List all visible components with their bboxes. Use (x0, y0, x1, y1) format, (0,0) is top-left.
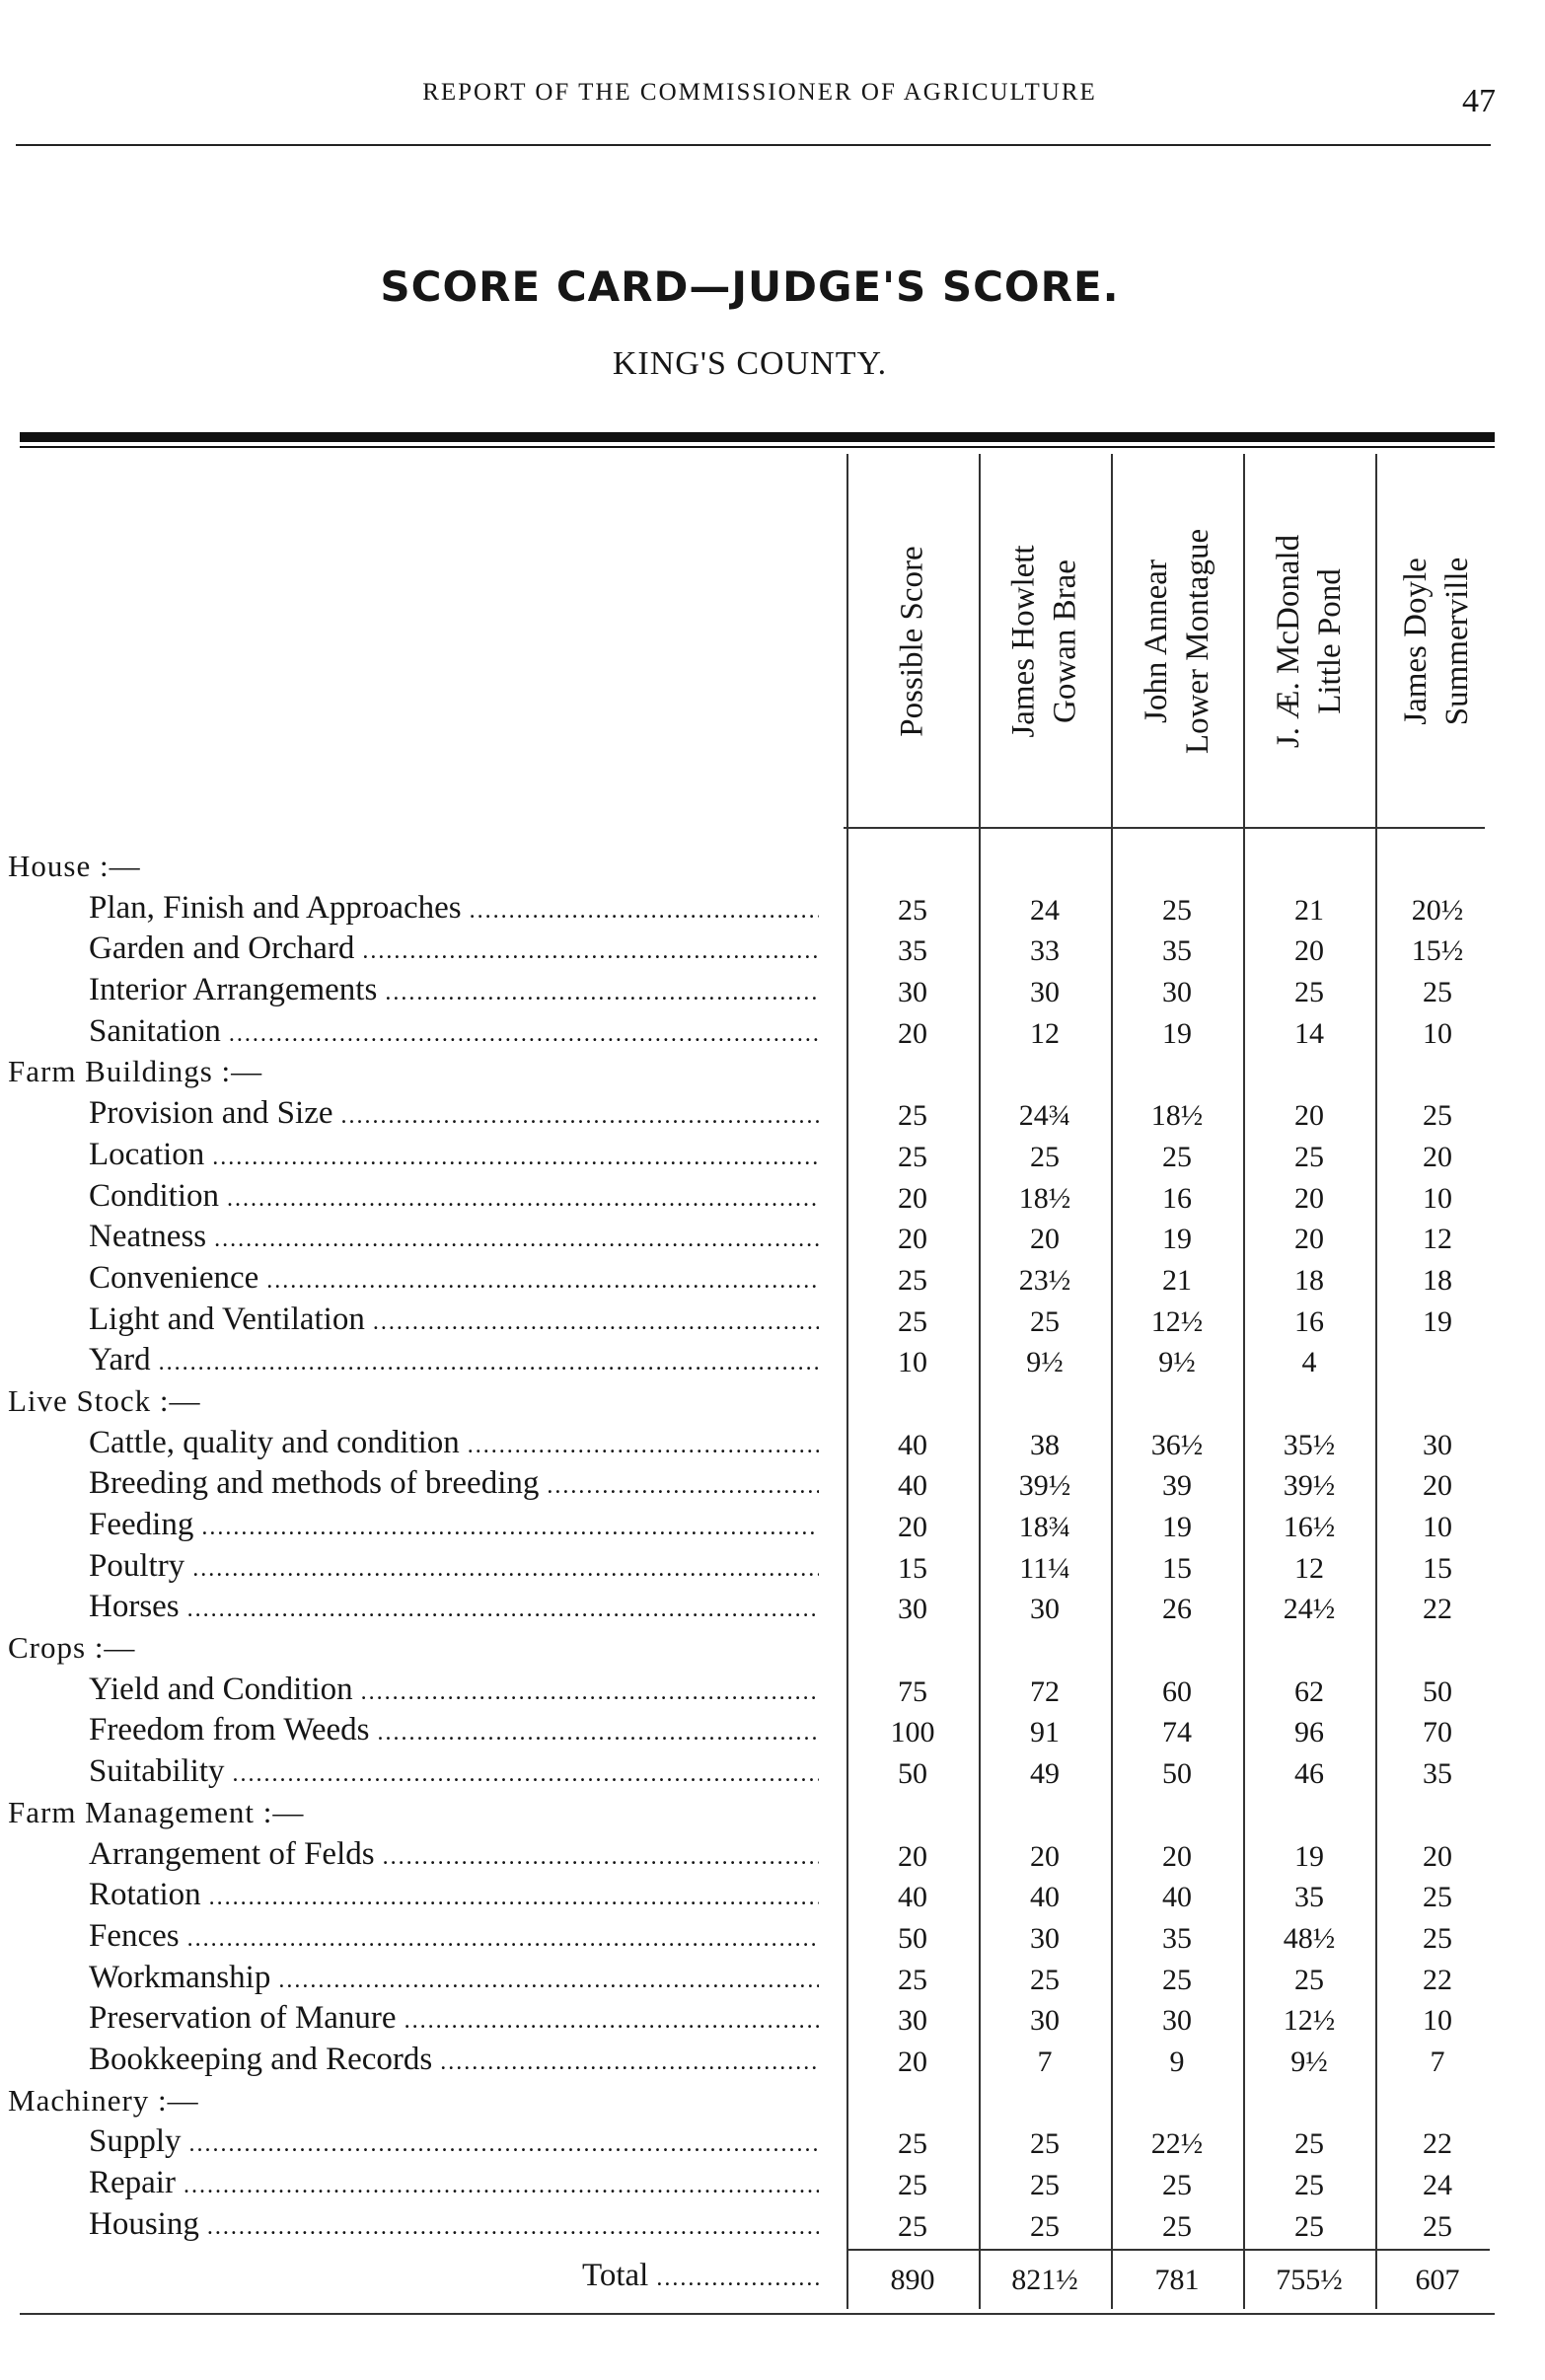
table-row (0, 1958, 1545, 1999)
table-row (0, 2121, 1545, 2163)
row-label: Provision and Size ..... (89, 1095, 819, 1132)
score-cell: 21 (1294, 893, 1324, 927)
table-row (0, 1258, 1545, 1300)
score-cell: 40 (898, 1881, 927, 1914)
score-cell: 15½ (1411, 934, 1464, 968)
score-cell: 30 (898, 976, 927, 1009)
section-label: House :— (8, 849, 141, 883)
score-cell: 25 (1294, 2169, 1324, 2201)
score-cell: 25 (1294, 2209, 1324, 2243)
score-table-body (0, 847, 1545, 2245)
score-cell: 25 (1030, 2127, 1060, 2161)
score-cell: 24¾ (1018, 1099, 1071, 1133)
score-cell: 25 (898, 1140, 927, 1173)
score-cell: 24 (1423, 2169, 1452, 2201)
row-label: Interior Arrangements ..... (89, 972, 819, 1008)
score-cell: 10 (1423, 1511, 1452, 1543)
score-cell: 25 (1294, 1140, 1324, 1173)
column-header-john-annear (1113, 464, 1241, 819)
column-header-possible-score (848, 464, 977, 819)
score-cell: 16 (1294, 1304, 1324, 1338)
row-label: Plan, Finish and Approaches ..... (89, 890, 819, 927)
score-cell: 25 (898, 1304, 927, 1338)
table-row (0, 2204, 1545, 2246)
row-label: Poultry ..... (89, 1548, 819, 1585)
header-rule (16, 144, 1491, 146)
score-cell: 96 (1294, 1716, 1324, 1749)
score-cell: 25 (1294, 2127, 1324, 2161)
score-cell: 20 (898, 1016, 927, 1050)
score-cell: 25 (1030, 2169, 1060, 2201)
score-cell: 20 (898, 1839, 927, 1873)
score-cell: 14 (1294, 1016, 1324, 1050)
total-cell: 755½ (1276, 2264, 1343, 2296)
score-cell: 25 (1423, 1921, 1452, 1955)
score-cell: 19 (1162, 1511, 1192, 1543)
row-label: Feeding ..... (89, 1507, 819, 1543)
row-label: Light and Ventilation ..... (89, 1302, 819, 1338)
row-label: Fences ..... (89, 1918, 819, 1955)
score-cell: 48½ (1283, 1921, 1336, 1955)
table-row (0, 1423, 1545, 1464)
score-cell: 21 (1162, 1263, 1192, 1297)
row-label: Suitability ..... (89, 1753, 819, 1790)
column-header-line: James Doyle (1398, 558, 1435, 725)
score-cell: 35½ (1283, 1428, 1336, 1461)
score-cell: 20 (1294, 1099, 1324, 1133)
score-cell: 40 (1162, 1881, 1192, 1914)
section-label: Crops :— (8, 1630, 136, 1666)
score-cell: 40 (898, 1428, 927, 1461)
table-row (0, 1217, 1545, 1258)
table-row (0, 1587, 1545, 1628)
score-cell: 25 (898, 1263, 927, 1297)
table-row (0, 1998, 1545, 2040)
table-row (0, 1710, 1545, 1751)
score-cell: 25 (898, 2127, 927, 2161)
table-row (0, 888, 1545, 930)
score-cell: 25 (898, 2209, 927, 2243)
section-row (0, 1628, 1545, 1670)
score-cell: 16 (1162, 1181, 1192, 1215)
table-row (0, 1670, 1545, 1711)
table-row (0, 1340, 1545, 1381)
score-cell: 25 (1423, 2209, 1452, 2243)
score-cell: 25 (1162, 1140, 1192, 1173)
column-header-bottom-rule (844, 827, 1485, 829)
score-cell: 20 (1423, 1140, 1452, 1173)
score-cell: 16½ (1283, 1511, 1336, 1543)
column-header-line: Possible Score (895, 546, 931, 737)
row-label: Yard ..... (89, 1342, 819, 1378)
score-cell: 50 (898, 1757, 927, 1791)
score-cell: 10 (898, 1346, 927, 1379)
column-header-mcdonald (1245, 464, 1373, 819)
score-cell: 25 (1423, 1881, 1452, 1914)
score-cell: 25 (1162, 2209, 1192, 2243)
score-cell: 20 (898, 1223, 927, 1256)
total-cell: 890 (890, 2264, 935, 2296)
row-label: Freedom from Weeds ..... (89, 1712, 819, 1748)
score-cell: 12½ (1150, 1304, 1204, 1338)
column-header-line: Lower Montague (1180, 528, 1215, 755)
score-cell: 20 (1294, 1181, 1324, 1215)
row-label: Location ..... (89, 1137, 819, 1173)
score-cell: 18 (1294, 1263, 1324, 1297)
score-cell: 50 (1162, 1757, 1192, 1791)
column-header-line: Gowan Brae (1048, 559, 1083, 723)
score-cell: 20 (898, 1511, 927, 1543)
score-cell: 24 (1030, 893, 1060, 927)
score-cell: 20 (1423, 1839, 1452, 1873)
section-row (0, 1381, 1545, 1423)
total-row (0, 2258, 1545, 2305)
score-cell: 20 (1294, 1223, 1324, 1256)
score-cell: 25 (1294, 1963, 1324, 1996)
score-cell: 30 (1030, 2004, 1060, 2038)
score-cell: 12 (1030, 1016, 1060, 1050)
score-cell: 49 (1030, 1757, 1060, 1791)
score-cell: 100 (890, 1716, 935, 1749)
score-cell: 39 (1162, 1469, 1192, 1503)
score-cell: 18½ (1150, 1099, 1204, 1133)
table-row (0, 1300, 1545, 1341)
table-row (0, 1546, 1545, 1588)
score-cell: 10 (1423, 2004, 1452, 2038)
score-cell: 25 (1030, 1963, 1060, 1996)
column-header-line: Little Pond (1312, 568, 1349, 714)
score-cell: 25 (898, 2169, 927, 2201)
score-cell: 30 (898, 2004, 927, 2038)
score-cell: 40 (898, 1469, 927, 1503)
score-cell: 20 (898, 1181, 927, 1215)
score-cell: 25 (1423, 1099, 1452, 1133)
score-cell: 26 (1162, 1593, 1192, 1626)
score-cell: 20 (1162, 1839, 1192, 1873)
score-cell: 36½ (1150, 1428, 1204, 1461)
score-cell: 20 (1423, 1469, 1452, 1503)
column-header-james-doyle (1377, 464, 1496, 819)
score-cell: 50 (1423, 1674, 1452, 1708)
score-cell: 46 (1294, 1757, 1324, 1791)
column-header-line: J. Æ. McDonald (1271, 534, 1307, 749)
column-header-line: James Howlett (1006, 545, 1042, 738)
row-label: Garden and Orchard ..... (89, 930, 819, 967)
table-row (0, 1463, 1545, 1505)
score-cell: 75 (898, 1674, 927, 1708)
section-label: Machinery :— (8, 2082, 199, 2118)
score-cell: 19 (1162, 1016, 1192, 1050)
row-label: Repair ..... (89, 2165, 819, 2201)
section-label: Farm Management :— (8, 1794, 305, 1829)
score-cell: 12 (1294, 1551, 1324, 1585)
score-cell: 20½ (1411, 893, 1464, 927)
score-cell: 30 (1162, 976, 1192, 1009)
score-cell: 30 (1030, 976, 1060, 1009)
score-cell: 39½ (1018, 1469, 1071, 1503)
score-cell: 25 (898, 1099, 927, 1133)
score-cell: 30 (1030, 1593, 1060, 1626)
score-cell: 25 (898, 1963, 927, 1996)
page-title: SCORE CARD—JUDGE'S SCORE. (380, 262, 1120, 311)
score-cell: 70 (1423, 1716, 1452, 1749)
score-cell: 60 (1162, 1674, 1192, 1708)
section-row (0, 1052, 1545, 1093)
page-number: 47 (1462, 83, 1496, 119)
row-label: Horses ..... (89, 1589, 819, 1625)
score-cell: 35 (1162, 934, 1192, 968)
row-label: Supply ..... (89, 2123, 819, 2160)
table-row (0, 970, 1545, 1011)
score-cell: 9½ (1158, 1346, 1196, 1379)
score-cell: 4 (1301, 1346, 1317, 1379)
score-cell: 30 (898, 1593, 927, 1626)
score-cell: 25 (898, 893, 927, 927)
score-cell: 72 (1030, 1674, 1060, 1708)
score-cell: 62 (1294, 1674, 1324, 1708)
score-cell: 25 (1030, 2209, 1060, 2243)
score-cell: 35 (1423, 1757, 1452, 1791)
score-cell: 35 (898, 934, 927, 968)
score-cell: 25 (1162, 1963, 1192, 1996)
score-cell: 25 (1162, 893, 1192, 927)
table-row (0, 1135, 1545, 1176)
table-row (0, 1916, 1545, 1958)
score-cell: 74 (1162, 1716, 1192, 1749)
table-row (0, 1011, 1545, 1053)
row-label: Bookkeeping and Records ..... (89, 2042, 819, 2078)
table-row (0, 1834, 1545, 1876)
score-cell: 91 (1030, 1716, 1060, 1749)
column-header-line: John Annear (1139, 559, 1174, 723)
total-cell: 781 (1154, 2264, 1200, 2296)
section-label: Live Stock :— (8, 1382, 201, 1418)
score-cell: 30 (1423, 1428, 1452, 1461)
table-bottom-rule (20, 2313, 1495, 2315)
score-cell: 50 (898, 1921, 927, 1955)
score-cell: 33 (1030, 934, 1060, 968)
score-cell: 7 (1037, 2045, 1053, 2078)
score-cell: 19 (1162, 1223, 1192, 1256)
column-header-line: Summerville (1439, 557, 1476, 726)
score-cell: 25 (1294, 976, 1324, 1009)
score-cell: 24½ (1283, 1593, 1336, 1626)
running-head: REPORT OF THE COMMISSIONER OF AGRICULTURE (422, 79, 1097, 106)
score-cell: 38 (1030, 1428, 1060, 1461)
score-cell: 9 (1169, 2045, 1185, 2078)
row-label: Neatness ..... (89, 1219, 819, 1255)
score-cell: 12½ (1283, 2004, 1336, 2038)
row-label: Convenience ..... (89, 1260, 819, 1297)
score-cell: 9½ (1026, 1346, 1064, 1379)
section-row (0, 1793, 1545, 1834)
table-row (0, 929, 1545, 970)
score-cell: 10 (1423, 1016, 1452, 1050)
score-cell: 18½ (1018, 1181, 1071, 1215)
total-cell: 821½ (1011, 2264, 1078, 2296)
score-cell: 25 (1423, 976, 1452, 1009)
table-row (0, 1505, 1545, 1546)
row-label: Preservation of Manure ..... (89, 2000, 819, 2037)
page-subtitle: KING'S COUNTY. (612, 345, 888, 382)
score-cell: 40 (1030, 1881, 1060, 1914)
table-top-thick-rule (20, 432, 1495, 442)
total-cell: 607 (1415, 2264, 1460, 2296)
table-row (0, 2163, 1545, 2204)
total-rule (848, 2249, 1490, 2251)
score-cell: 22½ (1150, 2127, 1204, 2161)
score-cell: 30 (1030, 1921, 1060, 1955)
row-label: Cattle, quality and condition ..... (89, 1425, 819, 1461)
table-top-thin-rule (20, 446, 1495, 448)
score-cell: 22 (1423, 1963, 1452, 1996)
score-cell: 39½ (1283, 1469, 1336, 1503)
score-cell: 18¾ (1018, 1511, 1071, 1543)
score-cell: 7 (1430, 2045, 1445, 2078)
table-row (0, 1875, 1545, 1916)
score-cell: 25 (1030, 1140, 1060, 1173)
score-cell: 11¼ (1019, 1551, 1070, 1585)
row-label: Condition ..... (89, 1178, 819, 1215)
table-row (0, 1093, 1545, 1135)
score-cell: 22 (1423, 1593, 1452, 1626)
table-row (0, 1176, 1545, 1218)
row-label: Yield and Condition ..... (89, 1672, 819, 1708)
score-cell: 20 (898, 2045, 927, 2078)
score-cell: 15 (1162, 1551, 1192, 1585)
score-cell: 9½ (1290, 2045, 1328, 2078)
row-label: Workmanship ..... (89, 1960, 819, 1996)
score-cell: 20 (1030, 1223, 1060, 1256)
score-cell: 18 (1423, 1263, 1452, 1297)
score-cell: 30 (1162, 2004, 1192, 2038)
score-cell: 15 (898, 1551, 927, 1585)
score-cell: 23½ (1018, 1263, 1071, 1297)
score-cell: 10 (1423, 1181, 1452, 1215)
table-row (0, 1751, 1545, 1793)
score-cell: 25 (1162, 2169, 1192, 2201)
table-row (0, 2040, 1545, 2081)
section-row (0, 847, 1545, 888)
score-cell: 12 (1423, 1223, 1452, 1256)
score-cell: 35 (1162, 1921, 1192, 1955)
score-cell: 19 (1423, 1304, 1452, 1338)
row-label: Rotation ..... (89, 1877, 819, 1913)
section-row (0, 2081, 1545, 2122)
score-cell: 22 (1423, 2127, 1452, 2161)
score-cell: 35 (1294, 1881, 1324, 1914)
total-label: Total ..... (582, 2258, 819, 2294)
column-header-james-howlett (981, 464, 1109, 819)
row-label: Sanitation ..... (89, 1013, 819, 1050)
score-cell: 25 (1030, 1304, 1060, 1338)
row-label: Arrangement of Felds ..... (89, 1836, 819, 1873)
score-cell: 15 (1423, 1551, 1452, 1585)
row-label: Breeding and methods of breeding ..... (89, 1465, 819, 1502)
score-cell: 20 (1030, 1839, 1060, 1873)
section-label: Farm Buildings :— (8, 1054, 263, 1089)
score-cell: 20 (1294, 934, 1324, 968)
score-cell: 19 (1294, 1839, 1324, 1873)
row-label: Housing ..... (89, 2206, 819, 2243)
